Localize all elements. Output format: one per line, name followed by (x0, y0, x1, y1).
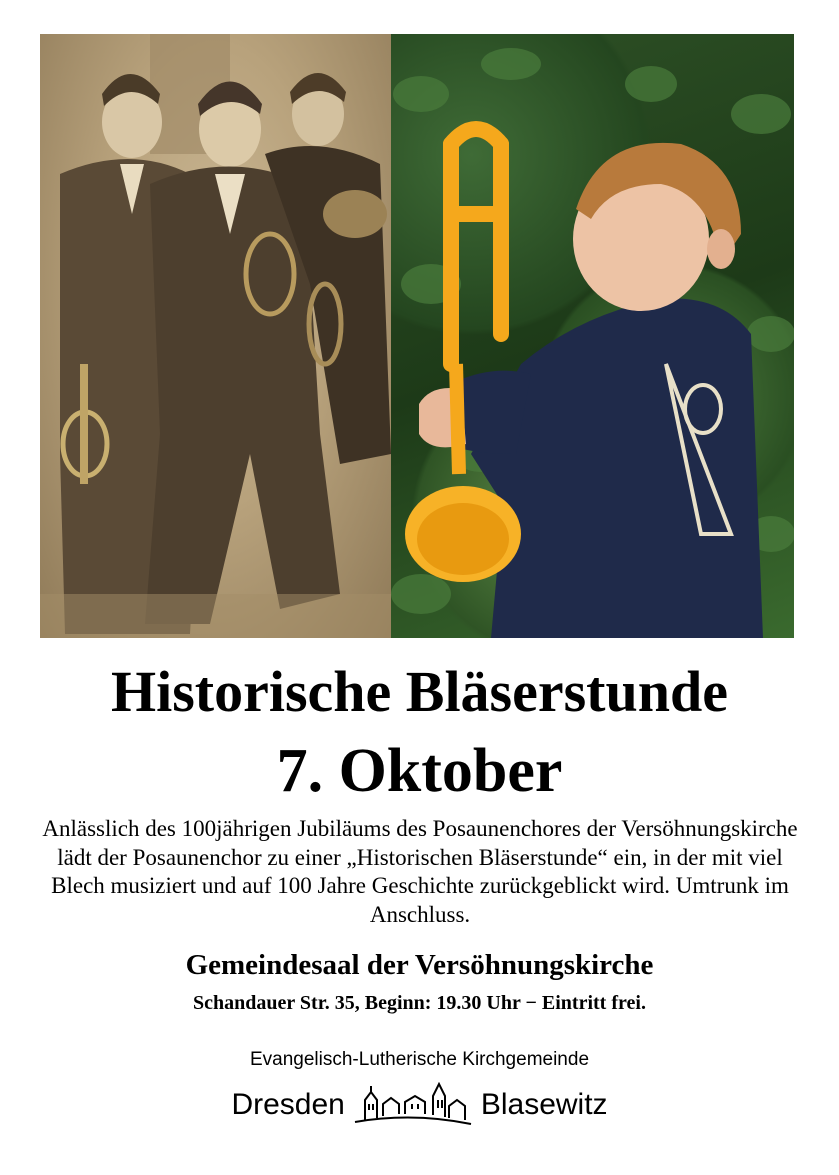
historic-band-illustration (40, 34, 391, 638)
event-date: 7. Oktober (276, 737, 563, 805)
church-skyline-icon (353, 1082, 473, 1128)
boy-with-trombone-illustration (391, 34, 794, 638)
event-description: Anlässlich des 100jährigen Jubiläums des Posaunenchores der Versöhnungskirche lädt der Posaunenchor zu einer „Historischen Bläserstunde“ ein, in der mit viel Blech musiziert und auf 100 Jahre Geschichte zurückgeblickt wird. Umtrunk im Anschluss. (42, 816, 798, 927)
poster-title: Historische Bläserstunde (110, 659, 729, 724)
city-right-label: Blasewitz (480, 1088, 608, 1121)
historic-photo (40, 34, 391, 638)
photo-header (40, 34, 794, 638)
modern-photo (391, 34, 794, 638)
address-and-time: Schandauer Str. 35, Beginn: 19.30 Uhr − Eintritt frei. (193, 992, 646, 1014)
organization-name: Evangelisch-Lutherische Kirchgemeinde (249, 1049, 590, 1070)
parish-logo (0, 1080, 839, 1130)
city-left-label: Dresden (231, 1088, 345, 1121)
venue-name: Gemeindesaal der Versöhnungskirche (185, 949, 654, 981)
